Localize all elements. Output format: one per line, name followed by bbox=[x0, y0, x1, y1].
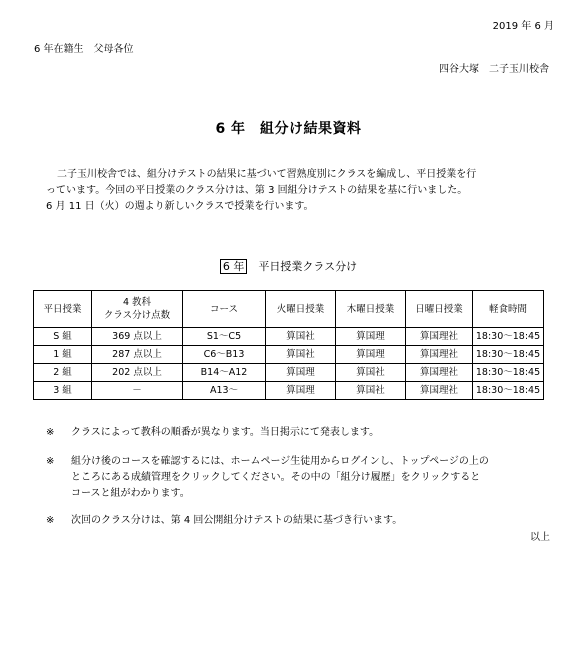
cell-tuesday: 算国理 bbox=[266, 382, 336, 400]
document-title: 6 年 組分け結果資料 bbox=[215, 121, 362, 137]
cell-score: 287 点以上 bbox=[92, 346, 183, 364]
table-title-grade: 6 年 bbox=[220, 259, 248, 274]
cell-class: 3 組 bbox=[34, 382, 92, 400]
cell-thursday: 算国理 bbox=[336, 328, 406, 346]
note-2-line-2: ところにある成績管理をクリックしてください。その中の「組分け履歴」をクリックすると bbox=[71, 472, 481, 483]
cell-snack-time: 18:30～18:45 bbox=[473, 382, 544, 400]
header-snack-time: 軽食時間 bbox=[473, 291, 544, 328]
note-1 bbox=[46, 425, 551, 441]
cell-tuesday: 算国社 bbox=[266, 328, 336, 346]
note-3 bbox=[46, 513, 551, 529]
cell-tuesday: 算国社 bbox=[266, 346, 336, 364]
cell-course: S1～C5 bbox=[183, 328, 266, 346]
header-tuesday: 火曜日授業 bbox=[266, 291, 336, 328]
cell-course: A13～ bbox=[183, 382, 266, 400]
cell-snack-time: 18:30～18:45 bbox=[473, 364, 544, 382]
header-score bbox=[92, 291, 183, 328]
intro-line-3: 6 月 11 日（火）の週より新しいクラスで授業を行います。 bbox=[46, 201, 314, 212]
intro-line-1: 二子玉川校舎では、組分けテストの結果に基づいて習熟度別にクラスを編成し、平日授業を行 bbox=[57, 169, 477, 180]
table-title bbox=[0, 258, 577, 274]
intro-paragraph bbox=[46, 167, 551, 215]
note-3-text: 次回のクラス分けは、第 4 回公開組分けテストの結果に基づき行います。 bbox=[71, 515, 403, 526]
class-assignment-table bbox=[33, 290, 544, 400]
cell-score: 202 点以上 bbox=[92, 364, 183, 382]
header-sunday: 日曜日授業 bbox=[406, 291, 473, 328]
cell-course: C6～B13 bbox=[183, 346, 266, 364]
closing-word: 以上 bbox=[530, 532, 550, 543]
cell-snack-time: 18:30～18:45 bbox=[473, 346, 544, 364]
table-header-row bbox=[34, 291, 544, 328]
table-row bbox=[34, 382, 544, 400]
cell-tuesday: 算国理 bbox=[266, 364, 336, 382]
cell-course: B14～A12 bbox=[183, 364, 266, 382]
table-row bbox=[34, 346, 544, 364]
cell-class: 1 組 bbox=[34, 346, 92, 364]
intro-line-2: っています。今回の平日授業のクラス分けは、第 3 回組分けテストの結果を基に行いました。 bbox=[46, 185, 468, 196]
header-course: コース bbox=[183, 291, 266, 328]
cell-thursday: 算国社 bbox=[336, 382, 406, 400]
cell-score: － bbox=[92, 382, 183, 400]
cell-sunday: 算国理社 bbox=[406, 382, 473, 400]
cell-sunday: 算国理社 bbox=[406, 346, 473, 364]
sender-line: 四谷大塚 二子玉川校舎 bbox=[439, 64, 549, 75]
note-2 bbox=[46, 454, 551, 502]
header-thursday: 木曜日授業 bbox=[336, 291, 406, 328]
cell-thursday: 算国理 bbox=[336, 346, 406, 364]
cell-class: S 組 bbox=[34, 328, 92, 346]
cell-class: 2 組 bbox=[34, 364, 92, 382]
cell-sunday: 算国理社 bbox=[406, 328, 473, 346]
note-3-mark: ※ bbox=[46, 515, 55, 526]
cell-score: 369 点以上 bbox=[92, 328, 183, 346]
note-2-line-3: コースと組がわかります。 bbox=[71, 488, 190, 499]
note-2-mark: ※ bbox=[46, 456, 55, 467]
table-title-text: 平日授業クラス分け bbox=[258, 260, 358, 273]
header-class: 平日授業 bbox=[34, 291, 92, 328]
note-1-text: クラスによって教科の順番が異なります。当日掲示にて発表します。 bbox=[71, 427, 380, 438]
cell-snack-time: 18:30～18:45 bbox=[473, 328, 544, 346]
table-row bbox=[34, 328, 544, 346]
document-date: 2019 年 6 月 bbox=[492, 21, 554, 32]
note-1-mark: ※ bbox=[46, 427, 55, 438]
cell-thursday: 算国社 bbox=[336, 364, 406, 382]
header-score-line-1: 4 教科 bbox=[122, 297, 152, 308]
cell-sunday: 算国理社 bbox=[406, 364, 473, 382]
table-row bbox=[34, 364, 544, 382]
recipient-line: 6 年在籍生 父母各位 bbox=[34, 44, 134, 55]
note-2-line-1: 組分け後のコースを確認するには、ホームページ生徒用からログインし、トップページの上の bbox=[71, 456, 489, 467]
header-score-line-2: クラス分け点数 bbox=[103, 310, 171, 321]
